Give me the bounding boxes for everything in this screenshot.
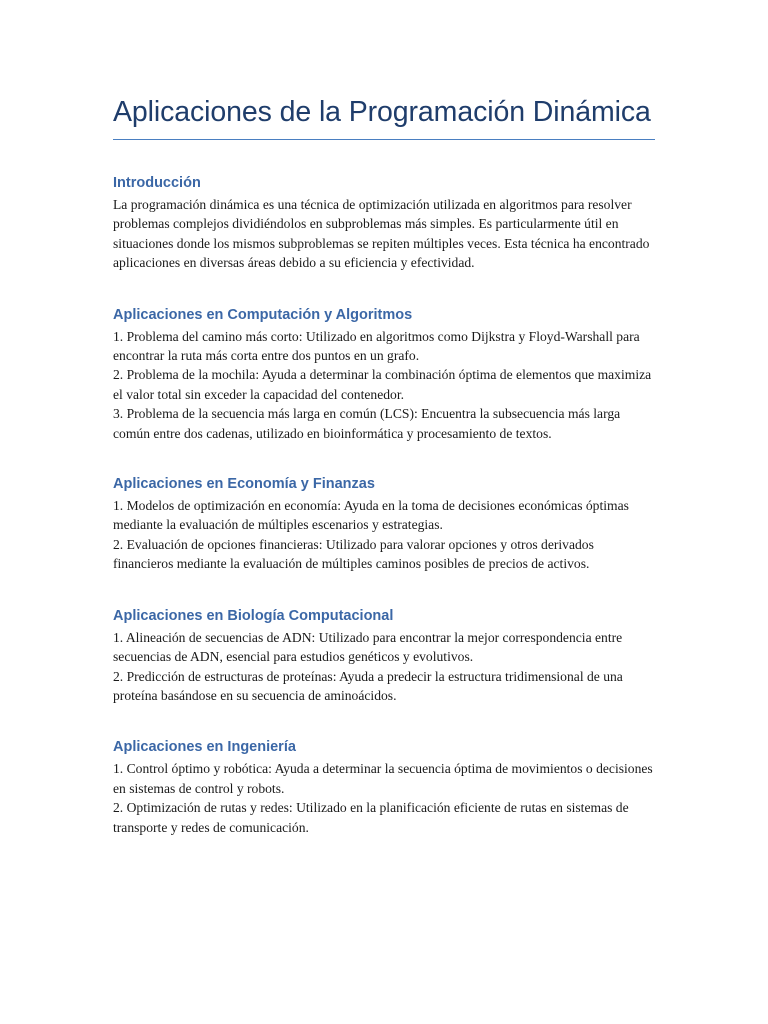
list-item: 2. Predicción de estructuras de proteínas: Ayuda a predecir la estructura tridimensional de una proteína basándose en su secuencia de aminoácidos.: [113, 668, 623, 703]
section-economy: [113, 474, 655, 574]
section-computing: [113, 305, 655, 443]
list-item: 3. Problema de la secuencia más larga en común (LCS): Encuentra la subsecuencia más larga común entre dos cadenas, utilizado en bioinformática y procesamiento de textos.: [113, 406, 621, 441]
document-title: Aplicaciones de la Programación Dinámica: [113, 92, 655, 140]
list-item: 2. Evaluación de opciones financieras: Utilizado para valorar opciones y otros derivados financieros mediante la evaluación de múltiples caminos posibles de precios de activos.: [113, 536, 594, 572]
section-heading-economy: Aplicaciones en Economía y Finanzas: [113, 476, 375, 493]
section-heading-engineering: Aplicaciones en Ingeniería: [113, 739, 296, 756]
section-heading-biology: Aplicaciones en Biología Computacional: [113, 607, 394, 624]
list-item: 1. Problema del camino más corto: Utilizado en algoritmos como Dijkstra y Floyd-Warshall para encontrar la ruta más corta entre dos puntos en un grafo.: [113, 328, 640, 364]
section-heading-introduction: Introducción: [113, 175, 201, 191]
section-engineering: [113, 737, 655, 837]
list-item: 1. Control óptimo y robótica: Ayuda a determinar la secuencia óptima de movimientos o decisiones en sistemas de control y robots.: [113, 761, 653, 796]
section-biology: [113, 606, 655, 706]
list-item: 1. Alineación de secuencias de ADN: Utilizado para encontrar la mejor correspondencia entre secuencias de ADN, esencial para estudios genéticos y evolutivos.: [113, 629, 623, 665]
list-item: 2. Problema de la mochila: Ayuda a determinar la combinación óptima de elementos que maximiza el valor total sin exceder la capacidad del contenedor.: [113, 367, 652, 402]
section-introduction: [113, 173, 655, 273]
document-page: [113, 92, 655, 837]
list-item: 1. Modelos de optimización en economía: Ayuda en la toma de decisiones económicas óptimas mediante la evaluación de múltiples escenarios y estrategias.: [113, 498, 629, 533]
section-heading-computing: Aplicaciones en Computación y Algoritmos: [113, 306, 413, 323]
list-item: 2. Optimización de rutas y redes: Utilizado en la planificación eficiente de rutas en sistemas de transporte y redes de comunicación.: [113, 800, 629, 835]
intro-paragraph: La programación dinámica es una técnica de optimización utilizada en algoritmos para resolver problemas complejos dividiéndolos en subproblemas más simples. Es particularmente útil en situaciones donde los mismos subproblemas se repiten múltiples veces. Esta técnica ha encontrado aplicaciones en diversas áreas debido a su eficiencia y efectividad.: [113, 197, 650, 271]
